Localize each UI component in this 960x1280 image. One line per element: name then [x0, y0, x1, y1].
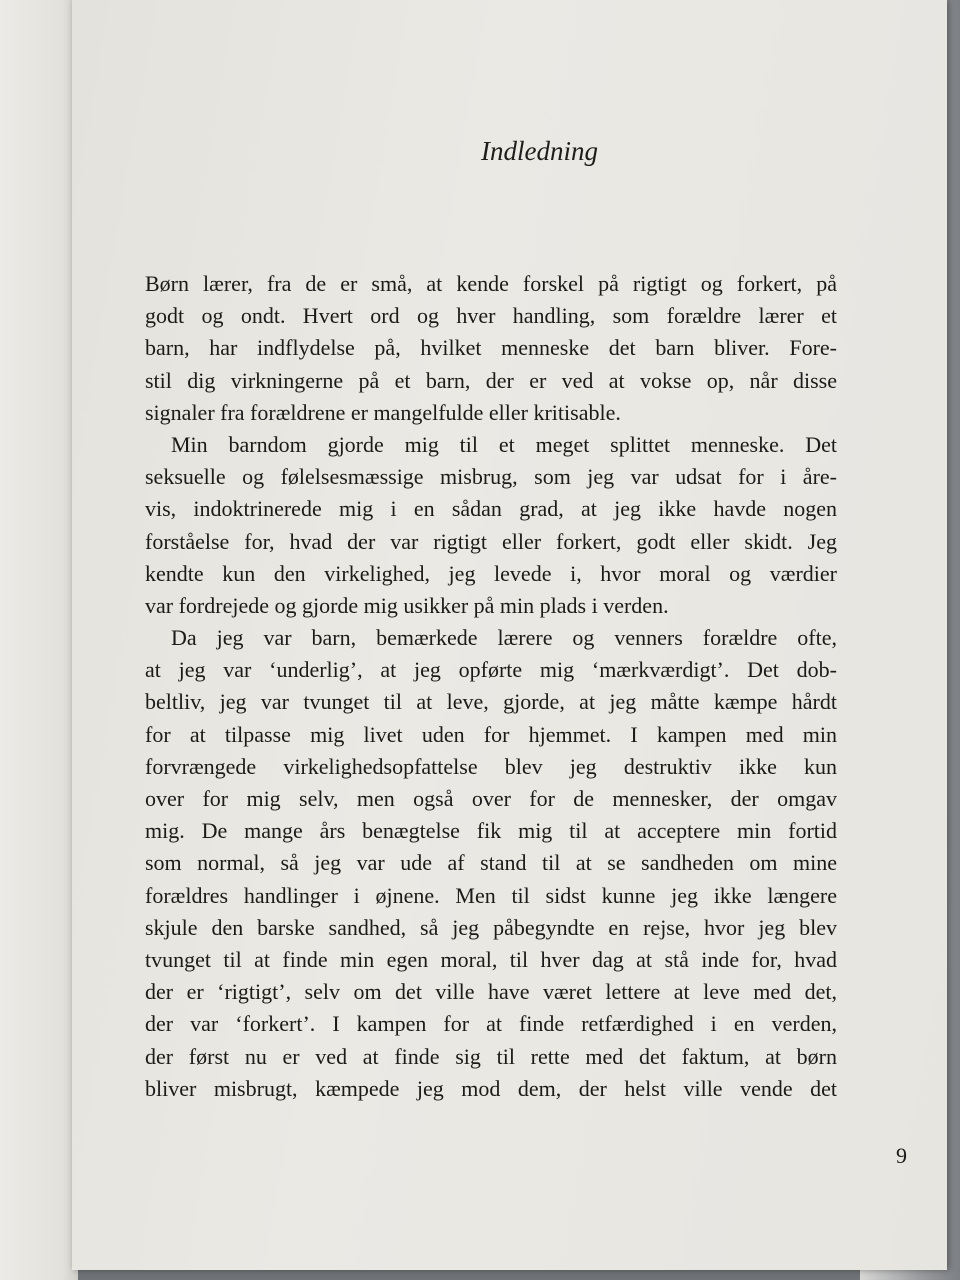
text-line: forståelse for, hvad der var rigtigt eller forkert, godt eller skidt. Jeg	[145, 528, 837, 554]
text-line: at jeg var ‘underlig’, at jeg opførte mig ‘mærkværdigt’. Det dob-	[145, 657, 837, 683]
text-line: var fordrejede og gjorde mig usikker på min plads i verden.	[145, 592, 669, 618]
text-line: signaler fra forældrene er mangelfulde eller kritisable.	[145, 399, 621, 425]
facing-page	[0, 0, 78, 1280]
text-line: vis, indoktrinerede mig i en sådan grad, at jeg ikke havde nogen	[145, 496, 837, 522]
text-line: forældres handlinger i øjnene. Men til sidst kunne jeg ikke længere	[145, 882, 837, 908]
text-line: seksuelle og følelsesmæssige misbrug, som jeg var udsat for i åre-	[145, 464, 837, 490]
text-line: som normal, så jeg var ude af stand til at se sandheden om mine	[145, 850, 837, 876]
text-line: beltliv, jeg var tvunget til at leve, gjorde, at jeg måtte kæmpe hårdt	[145, 689, 837, 715]
text-line: mig. De mange års benægtelse fik mig til at acceptere min fortid	[145, 818, 837, 844]
text-line: der først nu er ved at finde sig til rette med det faktum, at børn	[145, 1043, 837, 1069]
text-line: over for mig selv, men også over for de mennesker, der omgav	[145, 786, 837, 811]
text-line: tvunget til at finde min egen moral, til hver dag at stå inde for, hvad	[145, 946, 837, 972]
text-line: barn, har indflydelse på, hvilket menneske det barn bliver. Fore-	[145, 335, 837, 361]
text-line: kendte kun den virkelighed, jeg levede i, hvor moral og værdier	[145, 560, 837, 586]
text-line: bliver misbrugt, kæmpede jeg mod dem, der helst ville vende det	[145, 1075, 837, 1101]
page-number: 9	[896, 1143, 907, 1168]
text-line: der var ‘forkert’. I kampen for at finde retfærdighed i en verden,	[145, 1011, 837, 1037]
chapter-title: Indledning	[481, 136, 598, 166]
text-line: forvrængede virkelighedsopfattelse blev jeg destruktiv ikke kun	[145, 753, 837, 779]
text-line: der er ‘rigtigt’, selv om det ville have været lettere at leve med det,	[145, 979, 837, 1005]
text-line: Min barndom gjorde mig til et meget splittet menneske. Det	[171, 431, 837, 457]
text-line: Da jeg var barn, bemærkede lærere og venners forældre ofte,	[171, 625, 837, 651]
text-line: godt og ondt. Hvert ord og hver handling, som forældre lærer et	[145, 303, 837, 329]
body-text	[145, 268, 837, 1105]
text-line: Børn lærer, fra de er små, at kende forskel på rigtigt og forkert, på	[145, 271, 837, 296]
text-line: for at tilpasse mig livet uden for hjemmet. I kampen med min	[145, 721, 837, 747]
text-line: skjule den barske sandhed, så jeg påbegyndte en rejse, hvor jeg blev	[145, 914, 837, 940]
text-line: stil dig virkningerne på et barn, der er ved at vokse op, når disse	[145, 367, 837, 393]
